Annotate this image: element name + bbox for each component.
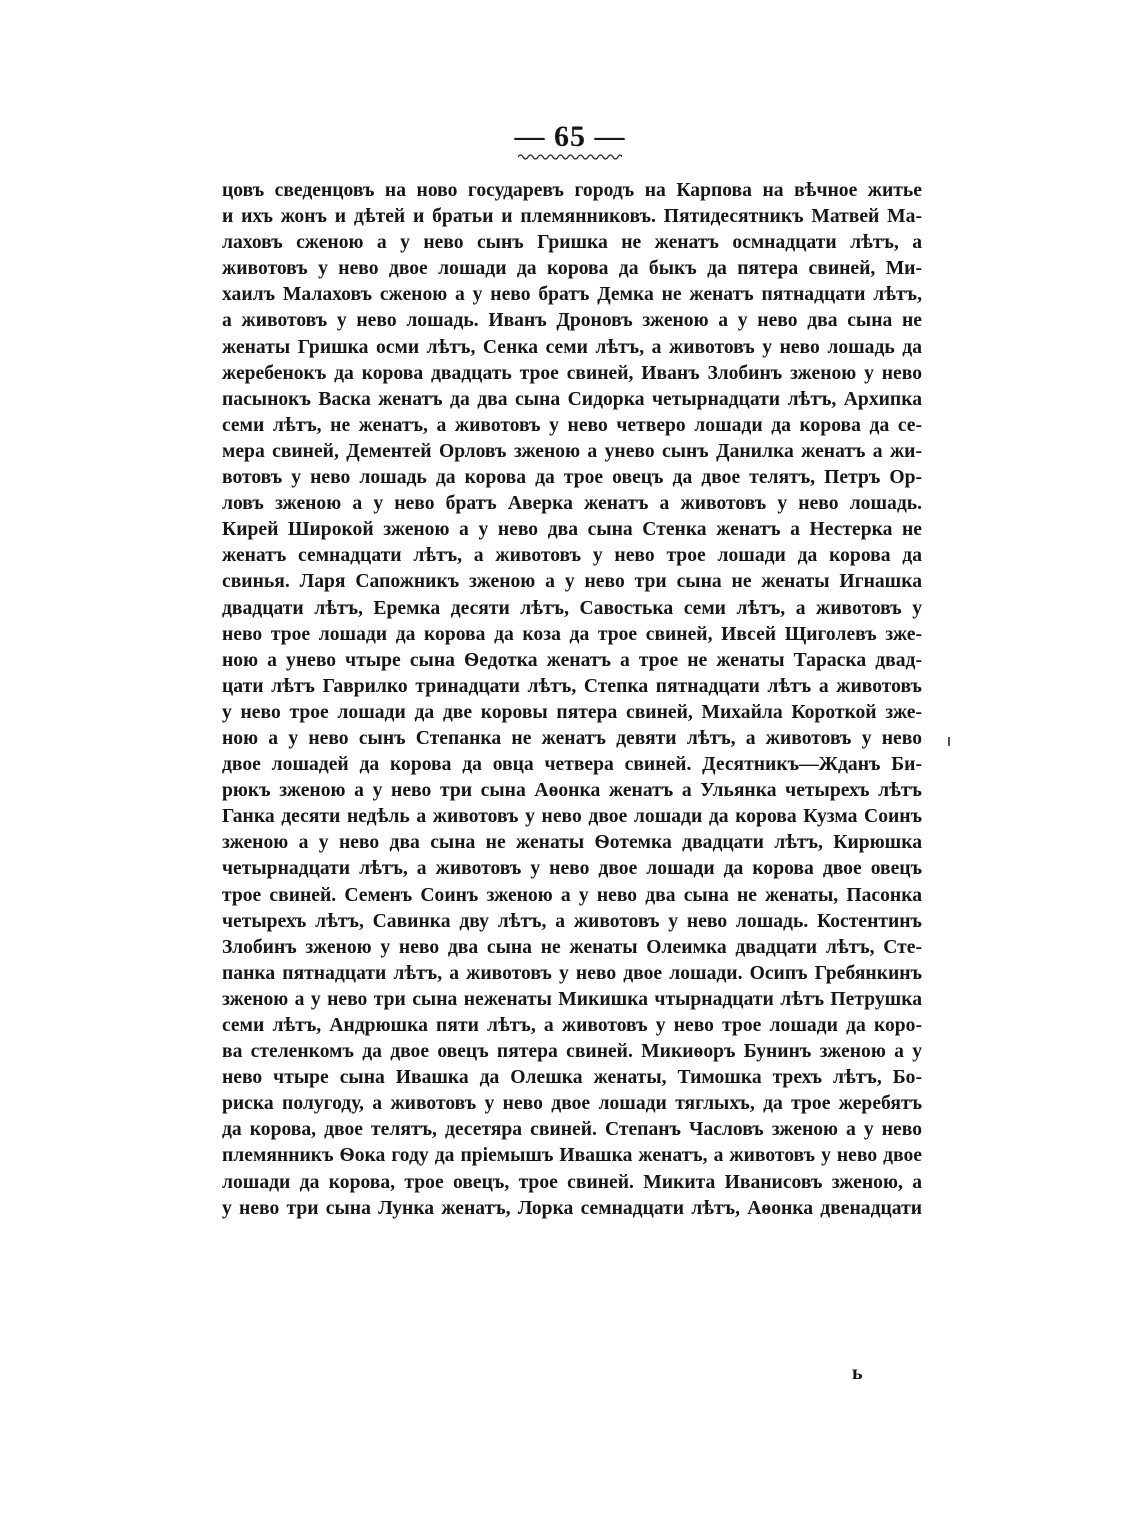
text-line: ловъ зженою а у нево братъ Аверка женатъ а животовъ у нево лошадь.	[222, 493, 922, 515]
text-line: зженою а у нево два сына не женаты Ѳотемка двадцати лѣтъ, Кирюшка	[222, 832, 922, 854]
text-line: вотовъ у нево лошадь да корова да трое овецъ да двое телятъ, Петръ Ор-	[222, 467, 922, 489]
text-line: мера свиней, Дементей Орловъ зженою а унево сынъ Данилка женатъ а жи-	[222, 440, 922, 462]
text-line: женаты Гришка осми лѣтъ, Сенка семи лѣтъ, а животовъ у нево лошадь да	[222, 336, 922, 358]
text-line: пасынокъ Васка женатъ да два сына Сидорка четырнадцати лѣтъ, Архипка	[222, 388, 922, 410]
text-line: Кирей Широкой зженою а у нево два сына Стенка женатъ а Нестерка не	[222, 519, 922, 541]
text-line: семи лѣтъ, Андрюшка пяти лѣтъ, а животовъ у нево трое лошади да коро-	[222, 1015, 922, 1036]
text-line: хаилъ Малаховъ сженою а у нево братъ Демка не женатъ пятнадцати лѣтъ,	[222, 284, 922, 306]
text-line: женатъ семнадцати лѣтъ, а животовъ у нево трое лошади да корова да	[222, 545, 922, 567]
text-line: трое свиней. Семенъ Соинъ зженою а у нево два сына не женаты, Пасонка	[222, 884, 922, 906]
page-number: — 65 —	[514, 120, 626, 153]
text-line: рюкъ зженою а у нево три сына Аѳонка женатъ а Ульянка четырехъ лѣтъ	[222, 780, 922, 802]
text-line: четырехъ лѣтъ, Савинка дву лѣтъ, а животовъ у нево лошадь. Костентинъ	[222, 910, 922, 932]
text-line: у нево трое лошади да две коровы пятера свиней, Михайла Короткой зже-	[222, 701, 922, 723]
text-line: лаховъ сженою а у нево сынъ Гришка не женатъ осмнадцати лѣтъ, а	[222, 232, 922, 254]
body-text	[222, 178, 922, 1222]
stray-ink-mark	[948, 737, 950, 746]
text-line: четырнадцати лѣтъ, а животовъ у нево двое лошади да корова двое овецъ	[222, 858, 922, 880]
text-line: а животовъ у нево лошадь. Иванъ Дроновъ зженою а у нево два сына не	[222, 310, 922, 332]
text-line: племянникъ Ѳока году да пріемышъ Ивашка женатъ, а животовъ у нево двое	[222, 1145, 922, 1167]
text-line: нево чтыре сына Ивашка да Олешка женаты, Тимошка трехъ лѣтъ, Бо-	[222, 1067, 922, 1089]
text-line: лошади да корова, трое овецъ, трое свиней. Микита Иванисовъ зженою, а	[222, 1171, 922, 1193]
text-line: нево трое лошади да корова да коза да трое свиней, Ивсей Щиголевъ зже-	[222, 623, 922, 645]
text-line: ва стеленкомъ да двое овецъ пятера свиней. Микиѳоръ Бунинъ зженою а у	[222, 1041, 922, 1063]
text-line: ною а у нево сынъ Степанка не женатъ девяти лѣтъ, а животовъ у нево	[222, 727, 922, 749]
text-line: животовъ у нево двое лошади да корова да быкъ да пятера свиней, Ми-	[222, 258, 922, 280]
text-line: у нево три сына Лунка женатъ, Лорка семнадцати лѣтъ, Аѳонка двенадцати	[222, 1197, 922, 1219]
text-line: Ганка десяти недѣль а животовъ у нево двое лошади да корова Кузма Соинъ	[222, 806, 922, 828]
text-line: панка пятнадцати лѣтъ, а животовъ у нево двое лошади. Осипъ Гребянкинъ	[222, 962, 922, 984]
text-line: зженою а у нево три сына неженаты Микишка чтырнадцати лѣтъ Петрушка	[222, 988, 922, 1010]
wavy-rule-ornament	[518, 152, 622, 162]
text-line: ною а унево чтыре сына Ѳедотка женатъ а трое не женаты Тараска двад-	[222, 649, 922, 671]
text-line: семи лѣтъ, не женатъ, а животовъ у нево четверо лошади да корова да се-	[222, 414, 922, 436]
text-line: цовъ сведенцовъ на ново государевъ городъ на Карпова на вѣчное житье	[222, 180, 922, 201]
page-header	[0, 118, 1140, 156]
text-line: двадцати лѣтъ, Еремка десяти лѣтъ, Савостька семи лѣтъ, а животовъ у	[222, 597, 922, 619]
text-line: жеребенокъ да корова двадцать трое свиней, Иванъ Злобинъ зженою у нево	[222, 362, 922, 384]
catchword: ь	[852, 1362, 863, 1384]
text-line: Злобинъ зженою у нево два сына не женаты Олеимка двадцати лѣтъ, Сте-	[222, 936, 922, 958]
text-line: да корова, двое телятъ, десетяра свиней. Степанъ Часловъ зженою а у нево	[222, 1119, 922, 1141]
text-line: свинья. Ларя Сапожникъ зженою а у нево три сына не женаты Игнашка	[222, 571, 922, 593]
text-line: и ихъ жонъ и дѣтей и братьи и племянниковъ. Пятидесятникъ Матвей Ма-	[222, 206, 922, 228]
text-line: двое лошадей да корова да овца четвера свиней. Десятникъ—Жданъ Би-	[222, 754, 922, 776]
text-line: риска полугоду, а животовъ у нево двое лошади тяглыхъ, да трое жеребятъ	[222, 1093, 922, 1115]
text-line: цати лѣтъ Гаврилко тринадцати лѣтъ, Степка пятнадцати лѣтъ а животовъ	[222, 675, 922, 697]
